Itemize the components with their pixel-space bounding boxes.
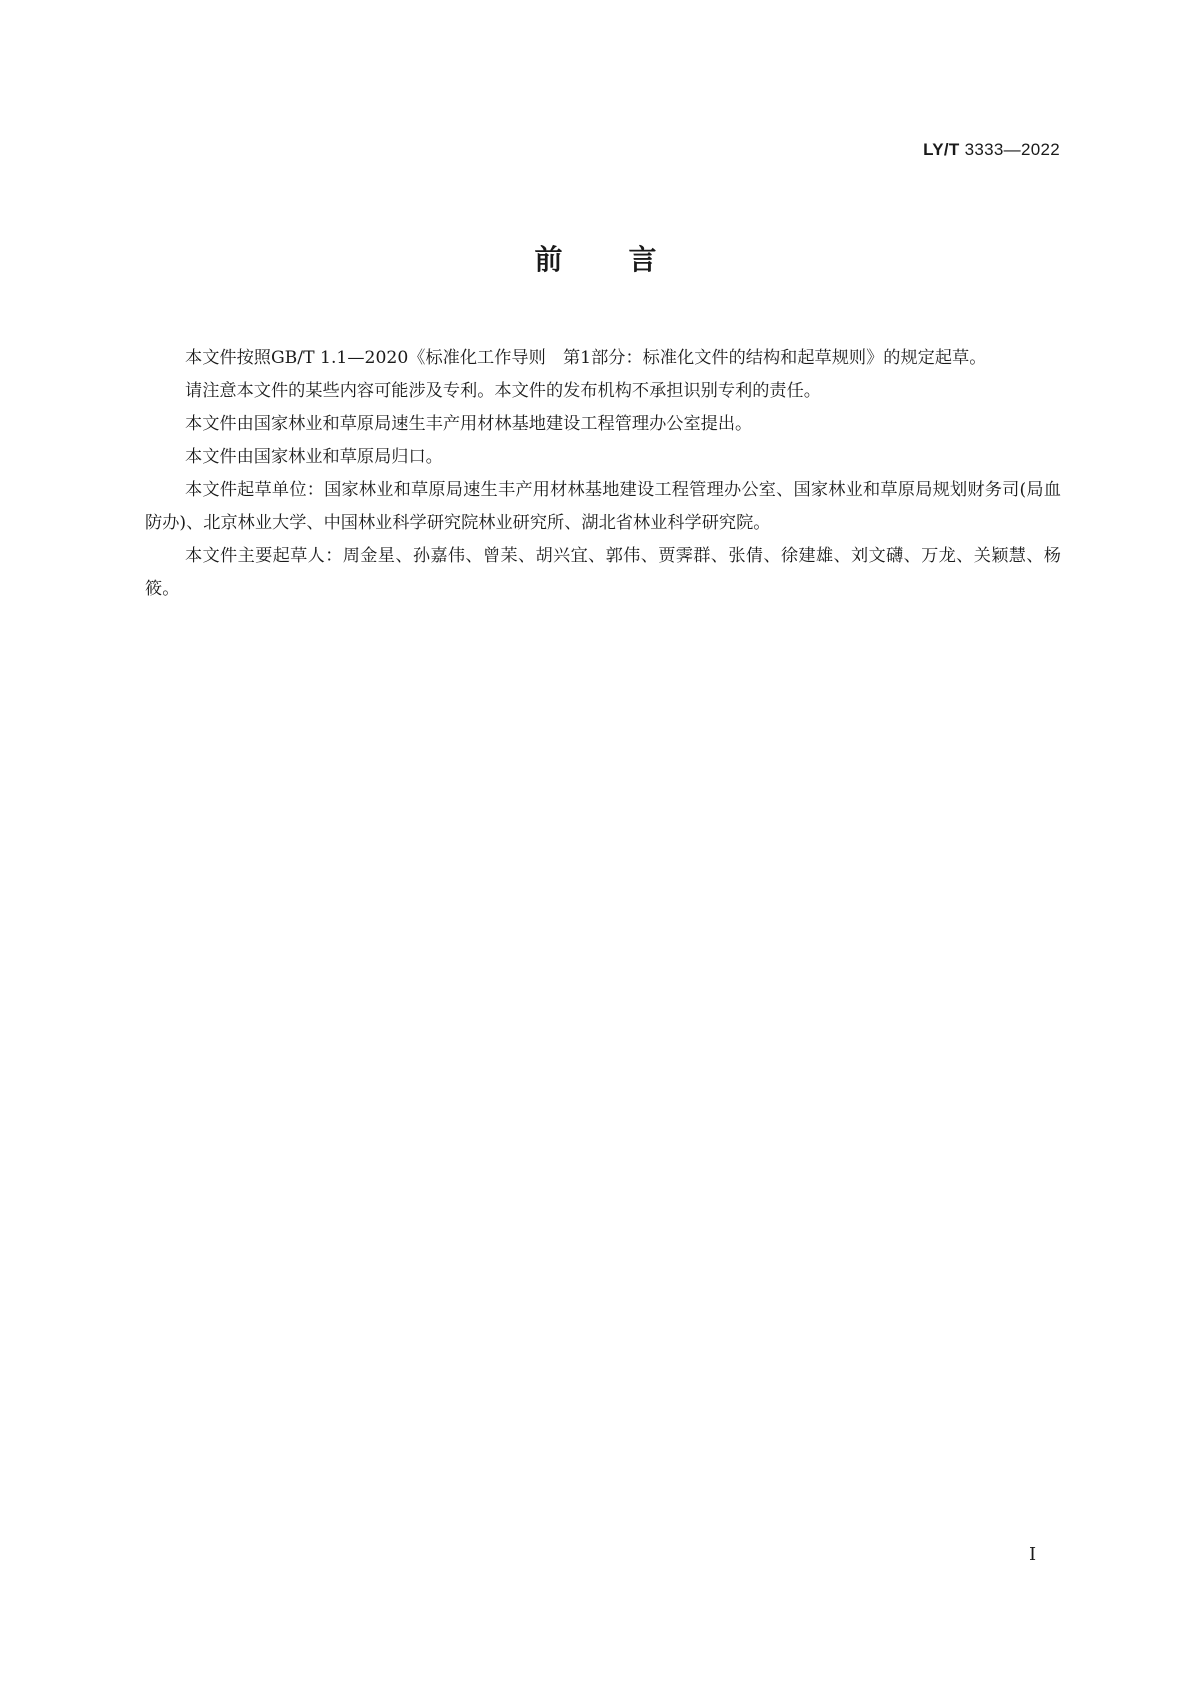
paragraph-proposer: 本文件由国家林业和草原局速生丰产用材林基地建设工程管理办公室提出。 — [185, 414, 753, 434]
paragraph-drafting-rules: 本文件按照GB/T 1.1—2020《标准化工作导则 第1部分：标准化文件的结构和起草规则》的规定起草。 — [185, 348, 987, 368]
paragraph-drafters: 本文件主要起草人：周金星、孙嘉伟、曾苿、胡兴宜、郭伟、贾霁群、张倩、徐建雄、刘文礴、万龙、关颖慧、杨筱。 — [145, 546, 1061, 599]
paragraph-patent-notice: 请注意本文件的某些内容可能涉及专利。本文件的发布机构不承担识别专利的责任。 — [185, 381, 821, 401]
page-number: I — [1029, 1544, 1037, 1565]
page-title: 前言 — [534, 243, 723, 276]
foreword-body — [145, 342, 1061, 606]
paragraph-administrator: 本文件由国家林业和草原局归口。 — [185, 447, 443, 467]
standard-code-number: 3333—2022 — [964, 140, 1060, 159]
standard-code — [923, 140, 1060, 160]
standard-code-prefix: LY/T — [923, 140, 960, 159]
paragraph-drafting-units: 本文件起草单位：国家林业和草原局速生丰产用材林基地建设工程管理办公室、国家林业和草原局规划财务司(局血防办)、北京林业大学、中国林业科学研究院林业研究所、湖北省林业科学研究院。 — [145, 480, 1061, 533]
